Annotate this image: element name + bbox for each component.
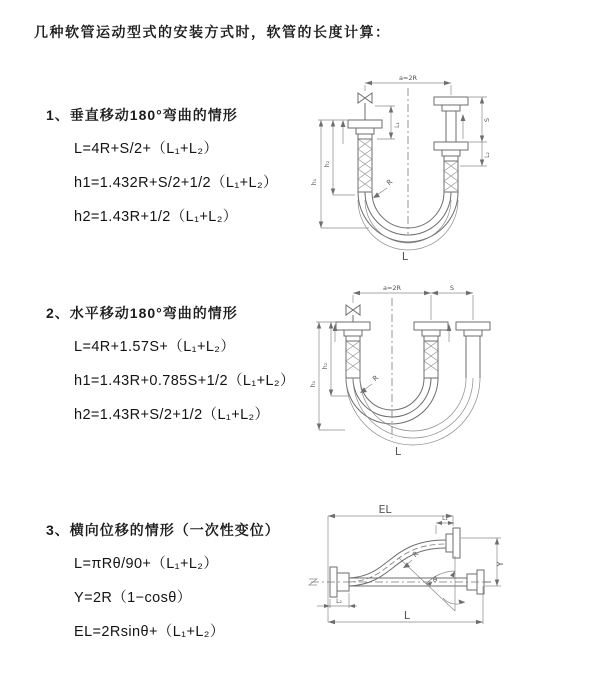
formula-2-h1: h1=1.43R+0.785S+1/2（L₁+L₂） [74, 373, 295, 389]
formula-1-h2: h2=1.43R+1/2（L₁+L₂） [74, 209, 238, 225]
diagram-1-svg [303, 64, 558, 264]
formula-2-h2: h2=1.43R+S/2+1/2（L₁+L₂） [74, 407, 270, 423]
dim-label-a2r: a=2R [382, 284, 402, 292]
dim-label-s: S [483, 117, 491, 123]
d2-hose-assembly [336, 305, 490, 445]
dim-label-s: S [449, 284, 455, 292]
formula-3-L: L=πRθ/90+（L₁+L₂） [74, 556, 219, 572]
section-2-heading: 2、水平移动180°弯曲的情形 [46, 305, 238, 321]
diagram-2-svg [303, 278, 598, 460]
diagram-lateral-displacement [295, 494, 600, 652]
dim-label-l: L [401, 250, 409, 263]
d2-dimensions [310, 284, 473, 458]
dim-label-el: EL [378, 503, 392, 516]
dim-label-l1: L₁ [394, 122, 401, 128]
diagram-horizontal-180-bend [303, 278, 598, 460]
section-vertical-180 [46, 105, 278, 239]
dim-label-l: L [394, 445, 402, 458]
diagram-vertical-180-bend [303, 64, 558, 264]
dim-label-h1: h₁ [311, 178, 318, 186]
section-horizontal-180 [46, 303, 295, 437]
diagram-3-svg [295, 494, 600, 652]
formula-3-EL: EL=2Rsinθ+（L₁+L₂） [74, 624, 225, 640]
page-title: 几种软管运动型式的安装方式时，软管的长度计算： [34, 24, 391, 40]
d3-curve-centerline [349, 544, 446, 582]
section-3-heading: 3、横向位移的情形（一次性变位） [46, 522, 280, 538]
dim-label-l2: L₂ [484, 152, 491, 158]
section-lateral-displacement [46, 520, 280, 654]
dim-label-h1: h₁ [310, 380, 317, 388]
formula-1-L: L=4R+S/2+（L₁+L₂） [74, 141, 219, 157]
dim-label-l: L [403, 609, 411, 622]
dim-label-r: R [411, 549, 421, 560]
dim-label-h2: h₂ [324, 160, 331, 168]
dim-label-h2: h₂ [322, 362, 329, 370]
dim-label-l1: L₁ [442, 515, 448, 522]
formula-3-Y: Y=2R（1−cosθ） [74, 590, 192, 606]
dim-label-r: R [371, 373, 381, 384]
dim-label-l2: L₂ [336, 598, 342, 605]
section-1-heading: 1、垂直移动180°弯曲的情形 [46, 107, 238, 123]
formula-2-L: L=4R+1.57S+（L₁+L₂） [74, 339, 236, 355]
dim-label-theta: θ [432, 576, 438, 584]
dim-label-a2r: a=2R [398, 74, 418, 82]
dim-label-r: R [385, 177, 395, 188]
dim-label-y: Y [496, 561, 505, 567]
d3-dimensions [317, 503, 505, 624]
formula-1-h1: h1=1.432R+S/2+1/2（L₁+L₂） [74, 175, 278, 191]
